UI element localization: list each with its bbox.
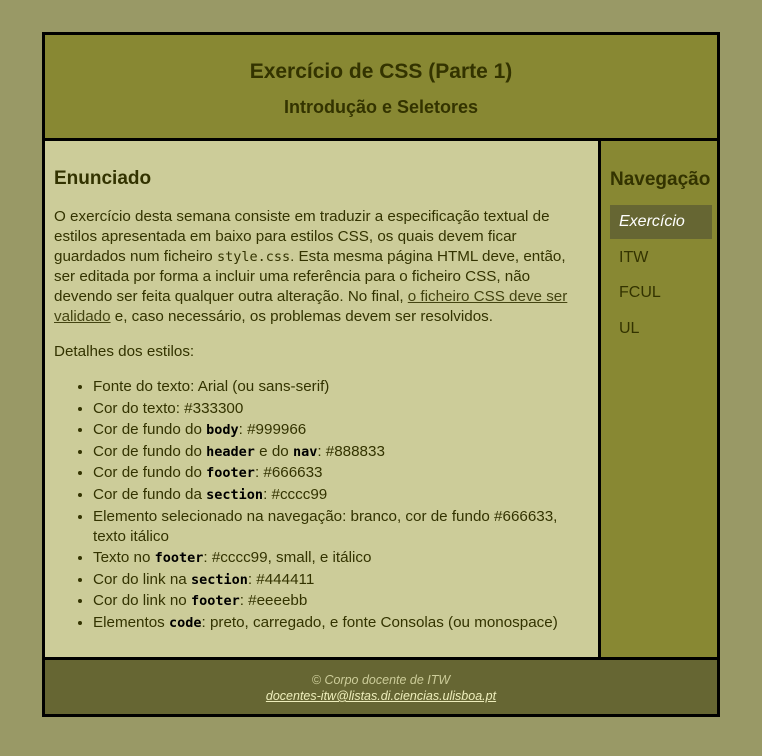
list-item-text: : #cccc99, small, e itálico [203,549,372,567]
page-footer [45,657,717,714]
list-item-code: section [190,571,248,588]
list-item-text: Cor de fundo da [93,485,207,503]
list-item-text: Cor de fundo do [93,421,207,439]
list-item-text: Fonte do texto: Arial (ou sans-serif) [93,378,330,395]
list-item-code: body [206,422,239,439]
style-details-list [54,377,588,635]
list-item-text: Cor de fundo do [93,442,207,460]
footer-email-link[interactable]: docentes-itw@listas.di.ciencias.ulisboa.pt [265,689,497,703]
intro-paragraph [54,207,588,327]
footer-copyright: © Corpo docente de ITW [311,673,451,687]
list-item-text: Cor do link no [93,592,191,610]
list-item-code: footer [190,593,240,610]
nav-item-fcul[interactable]: FCUL [619,284,661,301]
navigation-panel [598,141,717,657]
nav-item-itw[interactable]: ITW [619,249,649,266]
list-item-text: Cor de fundo do [93,464,207,482]
list-item [93,485,588,505]
list-item [93,377,588,397]
list-item-code: header [206,443,255,460]
list-item-text: : #444411 [247,570,315,588]
list-item-text: : preto, carregado, e fonte Consolas (ou monospace) [201,613,558,631]
list-item [93,442,588,462]
list-item-text: e do [254,442,293,460]
page-container [42,32,720,717]
details-title: Detalhes dos estilos: [54,343,195,360]
validation-link[interactable]: o ficheiro CSS deve ser validado [54,288,568,325]
list-item-text: Elementos [93,613,169,631]
page-header [45,35,717,141]
list-item-code: footer [154,550,204,567]
list-item [93,463,588,483]
page-subtitle: Introdução e Seletores [283,97,479,117]
list-item-text: : #888833 [317,442,385,460]
list-item-text: : #eeeebb [239,592,308,610]
list-item [93,591,588,611]
main-section [45,141,598,657]
list-item-code: section [206,486,264,503]
list-item-text: Cor do texto: #333300 [93,399,244,417]
intro-text-1: O exercício desta semana consiste em traduzir a especificação textual de estilos apresentada em baixo para estilos CSS, os quais devem ficar guardados num ficheiro [54,208,550,265]
list-item [93,548,588,568]
intro-text-2: . Esta mesma página HTML deve, então, ser editada por forma a incluir uma referência para o ficheiro CSS, não devendo ser feita qualquer outra alteração. No final, [54,248,566,305]
list-item [93,399,588,419]
intro-text-3: e, caso necessário, os problemas devem ser resolvidos. [110,308,493,325]
list-item-text: : #cccc99 [263,485,328,503]
list-item [93,420,588,440]
list-item [93,613,588,633]
nav-item-exercicio[interactable]: Exercício [610,205,712,239]
list-item-text: : #666633 [254,464,323,482]
list-item-text: Elemento selecionado na navegação: branco, cor de fundo #666633, texto itálico [93,507,558,545]
section-heading: Enunciado [54,168,152,189]
intro-code: style.css [216,249,291,265]
list-item-text: Texto no [93,549,155,567]
list-item-code: code [168,614,202,631]
nav-heading: Navegação [610,169,711,190]
list-item-text: : #999966 [238,421,307,439]
list-item [93,570,588,590]
list-item-code: footer [206,465,255,482]
nav-item-ul[interactable]: UL [619,320,640,337]
list-item [93,507,588,547]
list-item-code: nav [292,443,318,460]
list-item-text: Cor do link na [93,570,191,588]
page-title: Exercício de CSS (Parte 1) [249,60,513,83]
